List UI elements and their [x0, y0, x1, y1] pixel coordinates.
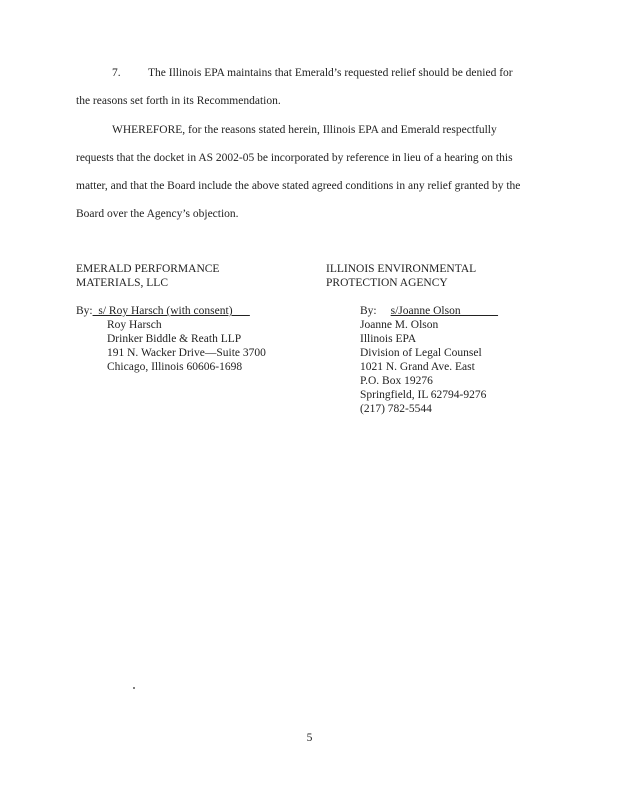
left-signature: _s/ Roy Harsch (with consent)___ — [92, 305, 250, 317]
left-party-name-line-2: MATERIALS, LLC — [76, 277, 168, 289]
right-division: Division of Legal Counsel — [360, 347, 482, 359]
paragraph-number: 7. — [112, 67, 121, 79]
paragraph-7-line-2: the reasons set forth in its Recommendation. — [76, 95, 281, 107]
right-signature-block — [326, 262, 498, 416]
page-number: 5 — [306, 732, 313, 744]
left-signature-block — [76, 262, 266, 374]
right-by-label: By: — [360, 305, 377, 317]
right-party-name-line-2: PROTECTION AGENCY — [326, 277, 448, 289]
right-address-2: P.O. Box 19276 — [360, 375, 433, 387]
left-address-1: 191 N. Wacker Drive—Suite 3700 — [107, 347, 266, 359]
right-org: Illinois EPA — [360, 333, 417, 345]
paragraph-7-line-1: The Illinois EPA maintains that Emerald’s requested relief should be denied for — [148, 67, 513, 79]
right-signature: s/Joanne Olson ______ — [390, 305, 498, 317]
left-firm: Drinker Biddle & Reath LLP — [107, 333, 242, 345]
stray-mark — [133, 687, 135, 689]
right-signer-name: Joanne M. Olson — [360, 319, 439, 331]
left-by-label: By: — [76, 305, 93, 317]
left-signature-line — [76, 304, 266, 318]
right-signature-line — [326, 304, 498, 318]
left-signer-name: Roy Harsch — [107, 319, 162, 331]
wherefore-line-2: requests that the docket in AS 2002-05 be incorporated by reference in lieu of a hearing on this — [76, 152, 513, 164]
right-address-1: 1021 N. Grand Ave. East — [360, 361, 475, 373]
right-party-name-line-1: ILLINOIS ENVIRONMENTAL — [326, 263, 477, 275]
left-party-name-line-1: EMERALD PERFORMANCE — [76, 263, 220, 275]
wherefore-line-4: Board over the Agency’s objection. — [76, 208, 239, 220]
wherefore-line-1: WHEREFORE, for the reasons stated herein, Illinois EPA and Emerald respectfully — [112, 124, 497, 136]
right-phone: (217) 782-5544 — [360, 403, 432, 415]
wherefore-line-3: matter, and that the Board include the above stated agreed conditions in any relief granted by the — [76, 180, 521, 192]
left-address-block — [76, 318, 266, 374]
right-address-3: Springfield, IL 62794-9276 — [360, 389, 487, 401]
left-address-2: Chicago, Illinois 60606-1698 — [107, 361, 243, 373]
right-address-block — [326, 318, 498, 416]
